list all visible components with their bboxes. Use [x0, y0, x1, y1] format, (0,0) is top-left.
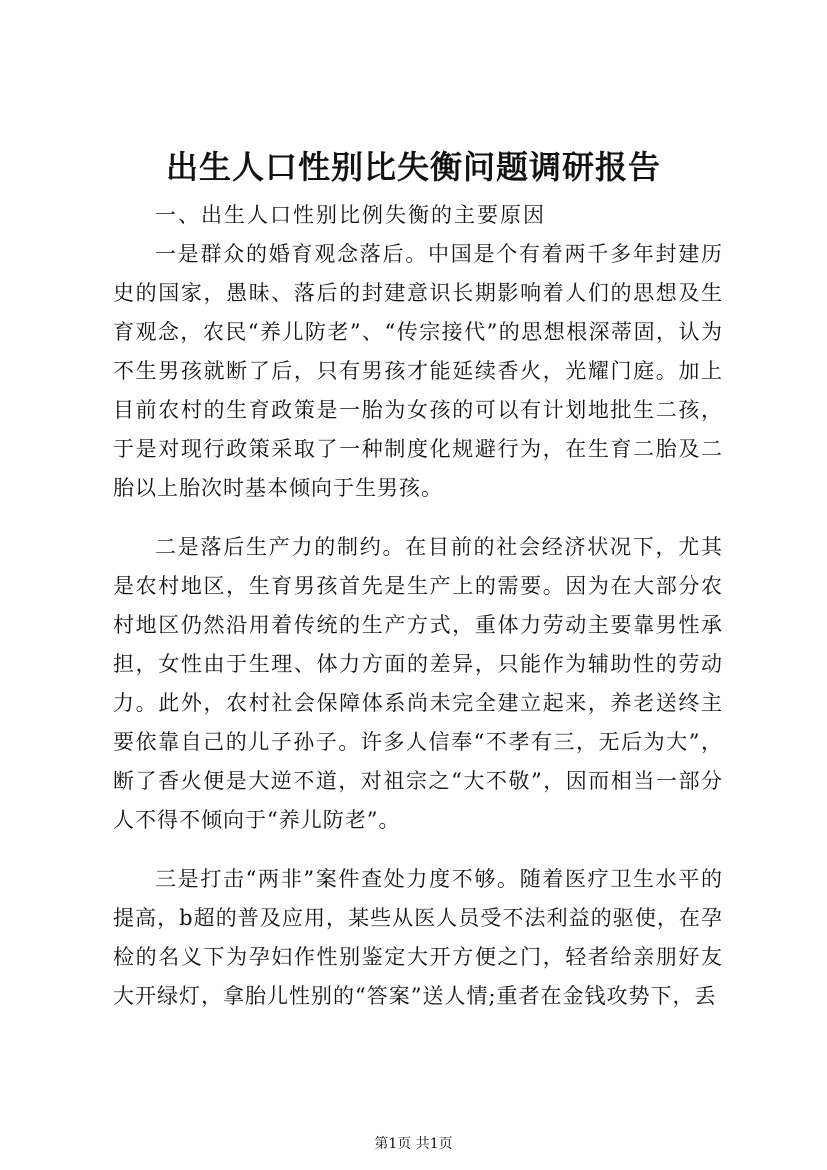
paragraph-3: 三是打击“两非”案件查处力度不够。随着医疗卫生水平的提高，b超的普及应用，某些从医人员受不法利益的驱使，在孕检的名义下为孕妇作性别鉴定大开方便之门，轻者给亲朋好友大开绿灯，拿胎儿性别的“答案”送人情;重者在金钱攻势下，丢 — [113, 867, 723, 1008]
paragraph-gap — [113, 840, 723, 860]
page-title: 出生人口性别比失衡问题调研报告 — [165, 148, 661, 186]
paragraph-1: 一是群众的婚育观念落后。中国是个有着两千多年封建历史的国家，愚昧、落后的封建意识长期影响着人们的思想及生育观念，农民“养儿防老”、“传宗接代”的思想根深蒂固，认为不生男孩就断了后，只有男孩才能延续香火，光耀门庭。加上目前农村的生育政策是一胎为女孩的可以有计划地批生二孩，于是对现行政策采取了一种制度化规避行为，在生育二胎及二胎以上胎次时基本倾向于生男孩。 — [113, 242, 723, 500]
paragraph-gap — [113, 508, 723, 528]
section-heading: 一、出生人口性别比例失衡的主要原因 — [155, 203, 546, 227]
page-footer: 第1页 共1页 — [374, 1136, 453, 1152]
paragraph-2: 二是落后生产力的制约。在目前的社会经济状况下，尤其是农村地区，生育男孩首先是生产上的需要。因为在大部分农村地区仍然沿用着传统的生产方式，重体力劳动主要靠男性承担，女性由于生理、体力方面的差异，只能作为辅助性的劳动力。此外，农村社会保障体系尚未完全建立起来，养老送终主要依靠自己的儿子孙子。许多人信奉“不孝有三，无后为大”，断了香火便是大逆不道，对祖宗之“大不敬”，因而相当一部分人不得不倾向于“养儿防老”。 — [113, 535, 723, 832]
document-body — [113, 196, 723, 1016]
